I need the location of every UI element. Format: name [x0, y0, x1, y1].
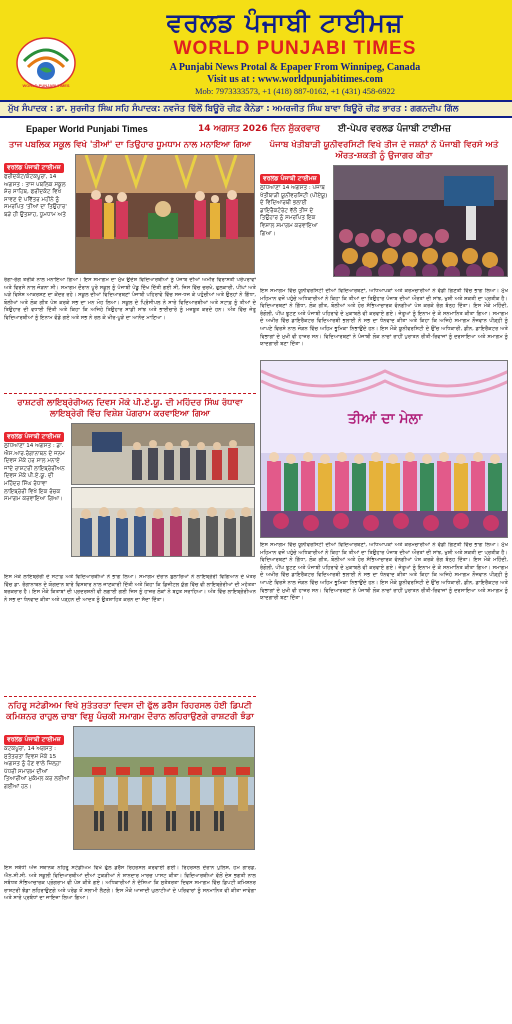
left-column	[4, 140, 256, 1020]
teej-banner-text: ਤੀਆਂ ਦਾ ਮੇਲਾ	[347, 411, 423, 427]
publication-badge: ਵਰਲਡ ਪੰਜਾਬੀ ਟਾਈਮਜ਼	[4, 163, 64, 173]
parade-photo	[73, 726, 255, 850]
pau-hall-photo	[333, 165, 508, 277]
publication-badge: ਵਰਲਡ ਪੰਜਾਬੀ ਟਾਈਮਜ਼	[4, 735, 64, 745]
right-column	[260, 140, 508, 1020]
title-punjabi: ਵਰਲਡ ਪੰਜਾਬੀ ਟਾਈਮਜ਼	[166, 8, 404, 37]
issue-date: 14 ਅਗਸਤ 2026 ਦਿਨ ਸ਼ੁੱਕਰਵਾਰ	[198, 124, 320, 134]
article-headline: ਤਾਜ ਪਬਲਿਕ ਸਕੂਲ ਵਿਖੇ 'ਤੀਆਂ' ਦਾ ਤਿਉਹਾਰ ਧੂਮਧਾਮ ਨਾਲ ਮਨਾਇਆ ਗਿਆ	[8, 140, 252, 150]
article-lead: ਲੁਧਿਆਣਾ 14 ਅਗਸਤ : ਡਾ. ਐਸ.ਆਰ.ਰੰਗਾਨਾਥਨ ਦੇ ਜਨਮ ਦਿਵਸ ਮੌਕੇ ਹਰ ਸਾਲ ਮਨਾਏ ਜਾਂਦੇ ਰਾਸ਼ਟਰੀ ਲਾਇਬ੍ਰੇਰੀਅਨ ਦਿਵਸ ਮੌਕੇ ਪੀ.ਏ.ਯੂ. ਦੀ ਮਹਿੰਦਰ ਸਿੰਘ ਰੰਧਾਵਾ ਲਾਇਬ੍ਰੇਰੀ ਵਿਖੇ ਇਕ ਰੋਚਕ ਸਮਾਗਮ ਕਰਵਾਇਆ ਗਿਆ।	[4, 443, 65, 503]
article-pau-teej	[260, 140, 508, 962]
divider	[4, 696, 256, 697]
dateline	[0, 121, 512, 137]
teej-school-photo	[75, 154, 255, 274]
contact-line: Mob: 7973333573, +1 (418) 887-0162, +1 (431) 458-6922	[194, 86, 396, 96]
publication-badge: ਵਰਲਡ ਪੰਜਾਬੀ ਟਾਈਮਜ਼	[4, 432, 64, 442]
teej-stage-photo	[260, 360, 508, 538]
svg-text:WORLD PUNJABI TIMES: WORLD PUNJABI TIMES	[22, 83, 70, 88]
article-body-top: ਇਸ ਸਮਾਗਮ ਵਿੱਚ ਯੂਨੀਵਰਸਿਟੀ ਦੀਆਂ ਵਿਦਿਆਰਥਣਾਂ, ਅਧਿਆਪਕਾਂ ਅਤੇ ਕਰਮਚਾਰੀਆਂ ਨੇ ਵੱਡੀ ਗਿਣਤੀ ਵਿੱਚ ਭਾਗ ਲਿਆ। ਮੁੱਖ ਮਹਿਮਾਨ ਵਜੋਂ ਪਹੁੰਚੇ ਅਧਿਕਾਰੀਆਂ ਨੇ ਕਿਹਾ ਕਿ ਤੀਆਂ ਦਾ ਤਿਉਹਾਰ ਪੰਜਾਬ ਦੀਆਂ ਔਰਤਾਂ ਦੀ ਸਾਂਝ, ਖੁਸ਼ੀ ਅਤੇ ਸ਼ਕਤੀ ਦਾ ਪ੍ਰਤੀਕ ਹੈ। ਵਿਦਿਆਰਥਣਾਂ ਨੇ ਗਿੱਧਾ, ਲੋਕ ਗੀਤ, ਬੋਲੀਆਂ ਅਤੇ ਹੋਰ ਸੱਭਿਆਚਾਰਕ ਵੰਨਗੀਆਂ ਪੇਸ਼ ਕਰਕੇ ਰੰਗ ਬੰਨ੍ਹ ਦਿੱਤਾ। ਇਸ ਮੌਕੇ ਮਹਿੰਦੀ, ਰੰਗੋਲੀ, ਪੀਂਘ ਝੂਟਣ ਅਤੇ ਪੰਜਾਬੀ ਪਹਿਰਾਵੇ ਦੇ ਮੁਕਾਬਲੇ ਵੀ ਕਰਵਾਏ ਗਏ। ਜੇਤੂਆਂ ਨੂੰ ਇਨਾਮ ਦੇ ਕੇ ਸਨਮਾਨਿਤ ਕੀਤਾ ਗਿਆ। ਸਮਾਗਮ ਦੇ ਅਖੀਰ ਵਿੱਚ ਡਾਇਰੈਕਟਰ ਵਿਦਿਆਰਥੀ ਭਲਾਈ ਨੇ ਸਭ ਦਾ ਧੰਨਵਾਦ ਕੀਤਾ ਅਤੇ ਕਿਹਾ ਕਿ ਅਜਿਹੇ ਸਮਾਗਮ ਨੌਜਵਾਨ ਪੀੜ੍ਹੀ ਨੂੰ ਆਪਣੇ ਵਿਰਸੇ ਨਾਲ ਜੋੜਨ ਵਿੱਚ ਅਹਿਮ ਭੂਮਿਕਾ ਨਿਭਾਉਂਦੇ ਹਨ। ਇਸ ਮੌਕੇ ਯੂਨੀਵਰਸਿਟੀ ਦੇ ਉੱਚ ਅਧਿਕਾਰੀ, ਡੀਨ, ਡਾਇਰੈਕਟਰ ਅਤੇ ਵਿਭਾਗਾਂ ਦੇ ਮੁਖੀ ਵੀ ਹਾਜ਼ਰ ਸਨ। ਵਿਦਿਆਰਥਣਾਂ ਨੇ ਪੰਜਾਬੀ ਲੋਕ ਨਾਚਾਂ ਰਾਹੀਂ ਪੁਰਾਤਨ ਰੀਤੀ-ਰਿਵਾਜਾਂ ਨੂੰ ਦਰਸਾਇਆ ਅਤੇ ਸਮਾਗਮ ਨੂੰ ਯਾਦਗਾਰੀ ਬਣਾ ਦਿੱਤਾ।	[260, 288, 508, 348]
article-lead: ਕੋਟਕਪੂਰਾ, 14 ਅਗਸਤ : ਸੁਤੰਤਰਤਾ ਦਿਵਸ ਮੌਕੇ 15 ਅਗਸਤ ਨੂੰ ਹੋਣ ਵਾਲੇ ਜ਼ਿਲ੍ਹਾ ਪੱਧਰੀ ਸਮਾਗਮ ਦੀਆਂ ਤਿਆਰੀਆਂ ਮੁਕੰਮਲ ਕਰ ਲਈਆਂ ਗਈਆਂ ਹਨ।	[4, 746, 70, 790]
article-headline: ਪੰਜਾਬ ਖੇਤੀਬਾੜੀ ਯੂਨੀਵਰਸਿਟੀ ਵਿਖੇ ਤੀਜ ਦੇ ਜਸ਼ਨਾਂ ਨੇ ਪੰਜਾਬੀ ਵਿਰਸੇ ਅਤੇ ਔਰਤ-ਸ਼ਕਤੀ ਨੂੰ ਉਜਾਗਰ ਕੀਤਾ	[269, 140, 499, 161]
library-photo-top	[71, 423, 255, 485]
title-english: WORLD PUNJABI TIMES	[173, 38, 417, 59]
tagline: A Punjabi News Protal & Epaper From Winnipeg, Canada	[169, 62, 421, 73]
divider	[4, 393, 256, 394]
website-line: Visit us at : www.worldpunjabitimes.com	[207, 74, 383, 85]
article-independence-rehearsal	[4, 701, 256, 995]
article-body: ਇਸ ਸਬੰਧੀ ਅੱਜ ਸਥਾਨਕ ਨਹਿਰੂ ਸਟੇਡੀਅਮ ਵਿਖੇ ਫੁੱਲ ਡਰੈੱਸ ਰਿਹਰਸਲ ਕਰਵਾਈ ਗਈ। ਰਿਹਰਸਲ ਦੌਰਾਨ ਪੁਲਿਸ, ਹੋਮ ਗਾਰਡ, ਐਨ.ਸੀ.ਸੀ. ਅਤੇ ਸਕੂਲੀ ਵਿਦਿਆਰਥੀਆਂ ਦੀਆਂ ਟੁਕੜੀਆਂ ਨੇ ਸ਼ਾਨਦਾਰ ਮਾਰਚ ਪਾਸਟ ਕੀਤਾ। ਵਿਦਿਆਰਥੀਆਂ ਵੱਲੋਂ ਦੇਸ਼ ਭਗਤੀ ਨਾਲ ਸਬੰਧਤ ਸੱਭਿਆਚਾਰਕ ਪ੍ਰੋਗਰਾਮ ਵੀ ਪੇਸ਼ ਕੀਤੇ ਗਏ। ਅਧਿਕਾਰੀਆਂ ਨੇ ਦੱਸਿਆ ਕਿ ਸੁਤੰਤਰਤਾ ਦਿਵਸ ਸਮਾਗਮ ਵਿੱਚ ਡਿਪਟੀ ਕਮਿਸ਼ਨਰ ਰਾਸ਼ਟਰੀ ਝੰਡਾ ਲਹਿਰਾਉਣਗੇ ਅਤੇ ਪਰੇਡ ਤੋਂ ਸਲਾਮੀ ਲੈਣਗੇ। ਇਸ ਮੌਕੇ ਆਜ਼ਾਦੀ ਘੁਲਾਟੀਆਂ ਦੇ ਪਰਿਵਾਰਾਂ ਨੂੰ ਸਨਮਾਨਿਤ ਵੀ ਕੀਤਾ ਜਾਵੇਗਾ ਅਤੇ ਸਾਰੇ ਪ੍ਰਬੰਧਾਂ ਦਾ ਜਾਇਜ਼ਾ ਲਿਆ ਗਿਆ।	[4, 865, 256, 902]
article-librarian-day	[4, 398, 256, 692]
world-logo	[14, 35, 78, 93]
article-body: ਰੰਗਾ-ਰੰਗ ਤਰੀਕੇ ਨਾਲ ਮਨਾਇਆ ਗਿਆ। ਇਸ ਸਮਾਗਮ ਦਾ ਮੁੱਖ ਉਦੇਸ਼ ਵਿਦਿਆਰਥੀਆਂ ਨੂੰ ਪੰਜਾਬ ਦੀਆਂ ਅਮੀਰ ਵਿਰਾਸਤੀ ਪਰੰਪਰਾਵਾਂ ਅਤੇ ਵਿਰਸੇ ਨਾਲ ਜੋੜਨਾ ਸੀ। ਸਮਾਗਮ ਦੌਰਾਨ ਪੂਰੇ ਸਕੂਲ ਨੂੰ ਪੰਜਾਬੀ ਪੇਂਡੂ ਦਿੱਖ ਦਿੱਤੀ ਗਈ ਸੀ, ਜਿਸ ਵਿੱਚ ਚਰਖੇ, ਫੁਲਕਾਰੀ, ਪੀਂਘਾਂ ਅਤੇ ਘੜੇ ਵਿਸ਼ੇਸ਼ ਆਕਰਸ਼ਣ ਦਾ ਕੇਂਦਰ ਰਹੇ। ਸਕੂਲ ਦੀਆਂ ਵਿਦਿਆਰਥਣਾਂ ਪੰਜਾਬੀ ਪਹਿਰਾਵੇ ਵਿੱਚ ਸਜ-ਧਜ ਕੇ ਪਹੁੰਚੀਆਂ ਅਤੇ ਉਨ੍ਹਾਂ ਨੇ ਗਿੱਧਾ, ਬੋਲੀਆਂ ਅਤੇ ਲੋਕ ਗੀਤ ਪੇਸ਼ ਕਰਕੇ ਸਭ ਦਾ ਮਨ ਮੋਹ ਲਿਆ। ਸਕੂਲ ਦੇ ਪ੍ਰਿੰਸੀਪਲ ਨੇ ਸਾਰੇ ਵਿਦਿਆਰਥੀਆਂ ਅਤੇ ਸਟਾਫ਼ ਨੂੰ ਤੀਆਂ ਦੇ ਤਿਉਹਾਰ ਦੀ ਵਧਾਈ ਦਿੱਤੀ ਅਤੇ ਕਿਹਾ ਕਿ ਅਜਿਹੇ ਤਿਉਹਾਰ ਸਾਡੀ ਸਾਂਝ ਅਤੇ ਭਾਈਚਾਰੇ ਨੂੰ ਮਜ਼ਬੂਤ ਕਰਦੇ ਹਨ। ਅੰਤ ਵਿੱਚ ਜੇਤੂ ਵਿਦਿਆਰਥੀਆਂ ਨੂੰ ਇਨਾਮ ਵੰਡੇ ਗਏ ਅਤੇ ਸਭ ਨੇ ਰਲ ਕੇ ਖੀਰ-ਪੂੜੇ ਦਾ ਆਨੰਦ ਮਾਣਿਆ।	[4, 277, 256, 321]
editors-strip: ਮੁੱਖ ਸੰਪਾਦਕ : ਡਾ. ਸੁਰਜੀਤ ਸਿੰਘ ਸਹਿ ਸੰਪਾਦਕ: ਨਵਜੋਤ ਢਿੱਲੋਂ ਬਿਊਰੋ ਚੀਫ਼ ਕੈਨੇਡਾ : ਅਮਰਜੀਤ ਸਿੰਘ ਬਾਵਾ ਬਿਊਰੋ ਚੀਫ਼ ਭਾਰਤ : ਗਗਨਦੀਪ ਗਿੱਲ	[0, 100, 512, 118]
article-teej-school	[4, 140, 256, 389]
article-headline: ਰਾਸ਼ਟਰੀ ਲਾਇਬ੍ਰੇਰੀਅਨ ਦਿਵਸ ਮੌਕੇ ਪੀ.ਏ.ਯੂ. ਦੀ ਮਹਿੰਦਰ ਸਿੰਘ ਰੰਧਾਵਾ ਲਾਇਬ੍ਰੇਰੀ ਵਿੱਚ ਵਿਸ਼ੇਸ਼ ਪੋਗਰਾਮ ਕਰਵਾਇਆ ਗਿਆ	[17, 398, 243, 419]
masthead	[0, 0, 512, 100]
article-lead: ਲੁਧਿਆਣਾ 14 ਅਗਸਤ : ਪੰਜਾਬ ਖੇਤੀਬਾੜੀ ਯੂਨੀਵਰਸਿਟੀ (ਪੀਏਯੂ) ਦੇ ਵਿਦਿਆਰਥੀ ਭਲਾਈ ਡਾਇਰੈਕਟੋਰੇਟ ਵੱਲੋਂ ਤੀਜ ਦੇ ਤਿਉਹਾਰ ਨੂੰ ਸਮਰਪਿਤ ਇਕ ਵਿਸ਼ਾਲ ਸਮਾਗਮ ਕਰਵਾਇਆ ਗਿਆ।	[260, 185, 328, 237]
epaper-label: Epaper World Punjabi Times	[26, 124, 148, 134]
library-photo-bottom	[71, 487, 255, 557]
article-headline: ਨਹਿਰੂ ਸਟੇਡੀਅਮ ਵਿਖੇ ਸੁਤੰਤਰਤਾ ਦਿਵਸ ਦੀ ਫੁੱਲ ਡਰੈੱਸ ਰਿਹਰਸਲ ਹੋਈ ਡਿਪਟੀ ਕਮਿਸ਼ਨਰ ਰਾਹੁਲ ਚਾਬਾ ਵਿਸ਼ੂ ਪੰਚਕੀ ਸਮਾਗਮ ਦੌਰਾਨ ਲਹਿਰਾਉਣਗੇ ਰਾਸ਼ਟਰੀ ਝੰਡਾ	[6, 701, 254, 722]
epaper-label-punjabi: ਈ-ਪੇਪਰ ਵਰਲਡ ਪੰਜਾਬੀ ਟਾਈਮਜ਼	[338, 124, 451, 134]
article-body: ਇਸ ਮੌਕੇ ਲਾਇਬ੍ਰੇਰੀ ਦੇ ਸਟਾਫ਼ ਅਤੇ ਵਿਦਿਆਰਥੀਆਂ ਨੇ ਭਾਗ ਲਿਆ। ਸਮਾਗਮ ਦੌਰਾਨ ਬੁਲਾਰਿਆਂ ਨੇ ਲਾਇਬ੍ਰੇਰੀ ਵਿਗਿਆਨ ਦੇ ਖੇਤਰ ਵਿੱਚ ਡਾ. ਰੰਗਾਨਾਥਨ ਦੇ ਯੋਗਦਾਨ ਬਾਰੇ ਵਿਸਥਾਰ ਨਾਲ ਜਾਣਕਾਰੀ ਦਿੱਤੀ ਅਤੇ ਕਿਹਾ ਕਿ ਡਿਜੀਟਲ ਯੁੱਗ ਵਿੱਚ ਵੀ ਲਾਇਬ੍ਰੇਰੀਆਂ ਦੀ ਮਹੱਤਤਾ ਬਰਕਰਾਰ ਹੈ। ਇਸ ਮੌਕੇ ਕਿਤਾਬਾਂ ਦੀ ਪ੍ਰਦਰਸ਼ਨੀ ਵੀ ਲਗਾਈ ਗਈ ਜਿਸ ਨੂੰ ਹਾਜ਼ਰ ਲੋਕਾਂ ਨੇ ਬਹੁਤ ਸਰਾਹਿਆ। ਅੰਤ ਵਿੱਚ ਲਾਇਬ੍ਰੇਰੀਅਨ ਨੇ ਸਭ ਦਾ ਧੰਨਵਾਦ ਕੀਤਾ ਅਤੇ ਪੜ੍ਹਨ ਦੀ ਆਦਤ ਨੂੰ ਉਤਸ਼ਾਹਿਤ ਕਰਨ ਦਾ ਸੱਦਾ ਦਿੱਤਾ।	[4, 574, 256, 603]
article-lead: ਫਰੀਦਕੋਟ/ਕੋਟਕਪੂਰਾ, 14 ਅਗਸਤ : ਤਾਜ ਪਬਲਿਕ ਸਕੂਲ ਸ਼ੇਰ ਸਾਹਿਬ, ਫਰੀਦਕੋਟ ਵਿਖੇ ਸਾਵਣ ਦੇ ਪਵਿੱਤਰ ਮਹੀਨੇ ਨੂੰ ਸਮਰਪਿਤ 'ਤੀਆਂ ਦਾ ਤਿਉਹਾਰ' ਬੜੇ ਹੀ ਉਤਸ਼ਾਹ, ਧੂਮਧਾਮ ਅਤੇ	[4, 174, 67, 218]
publication-badge: ਵਰਲਡ ਪੰਜਾਬੀ ਟਾਈਮਜ਼	[260, 174, 320, 184]
article-body-bottom: ਇਸ ਸਮਾਗਮ ਵਿੱਚ ਯੂਨੀਵਰਸਿਟੀ ਦੀਆਂ ਵਿਦਿਆਰਥਣਾਂ, ਅਧਿਆਪਕਾਂ ਅਤੇ ਕਰਮਚਾਰੀਆਂ ਨੇ ਵੱਡੀ ਗਿਣਤੀ ਵਿੱਚ ਭਾਗ ਲਿਆ। ਮੁੱਖ ਮਹਿਮਾਨ ਵਜੋਂ ਪਹੁੰਚੇ ਅਧਿਕਾਰੀਆਂ ਨੇ ਕਿਹਾ ਕਿ ਤੀਆਂ ਦਾ ਤਿਉਹਾਰ ਪੰਜਾਬ ਦੀਆਂ ਔਰਤਾਂ ਦੀ ਸਾਂਝ, ਖੁਸ਼ੀ ਅਤੇ ਸ਼ਕਤੀ ਦਾ ਪ੍ਰਤੀਕ ਹੈ। ਵਿਦਿਆਰਥਣਾਂ ਨੇ ਗਿੱਧਾ, ਲੋਕ ਗੀਤ, ਬੋਲੀਆਂ ਅਤੇ ਹੋਰ ਸੱਭਿਆਚਾਰਕ ਵੰਨਗੀਆਂ ਪੇਸ਼ ਕਰਕੇ ਰੰਗ ਬੰਨ੍ਹ ਦਿੱਤਾ। ਇਸ ਮੌਕੇ ਮਹਿੰਦੀ, ਰੰਗੋਲੀ, ਪੀਂਘ ਝੂਟਣ ਅਤੇ ਪੰਜਾਬੀ ਪਹਿਰਾਵੇ ਦੇ ਮੁਕਾਬਲੇ ਵੀ ਕਰਵਾਏ ਗਏ। ਜੇਤੂਆਂ ਨੂੰ ਇਨਾਮ ਦੇ ਕੇ ਸਨਮਾਨਿਤ ਕੀਤਾ ਗਿਆ। ਸਮਾਗਮ ਦੇ ਅਖੀਰ ਵਿੱਚ ਡਾਇਰੈਕਟਰ ਵਿਦਿਆਰਥੀ ਭਲਾਈ ਨੇ ਸਭ ਦਾ ਧੰਨਵਾਦ ਕੀਤਾ ਅਤੇ ਕਿਹਾ ਕਿ ਅਜਿਹੇ ਸਮਾਗਮ ਨੌਜਵਾਨ ਪੀੜ੍ਹੀ ਨੂੰ ਆਪਣੇ ਵਿਰਸੇ ਨਾਲ ਜੋੜਨ ਵਿੱਚ ਅਹਿਮ ਭੂਮਿਕਾ ਨਿਭਾਉਂਦੇ ਹਨ। ਇਸ ਮੌਕੇ ਯੂਨੀਵਰਸਿਟੀ ਦੇ ਉੱਚ ਅਧਿਕਾਰੀ, ਡੀਨ, ਡਾਇਰੈਕਟਰ ਅਤੇ ਵਿਭਾਗਾਂ ਦੇ ਮੁਖੀ ਵੀ ਹਾਜ਼ਰ ਸਨ। ਵਿਦਿਆਰਥਣਾਂ ਨੇ ਪੰਜਾਬੀ ਲੋਕ ਨਾਚਾਂ ਰਾਹੀਂ ਪੁਰਾਤਨ ਰੀਤੀ-ਰਿਵਾਜਾਂ ਨੂੰ ਦਰਸਾਇਆ ਅਤੇ ਸਮਾਗਮ ਨੂੰ ਯਾਦਗਾਰੀ ਬਣਾ ਦਿੱਤਾ।	[260, 542, 508, 602]
